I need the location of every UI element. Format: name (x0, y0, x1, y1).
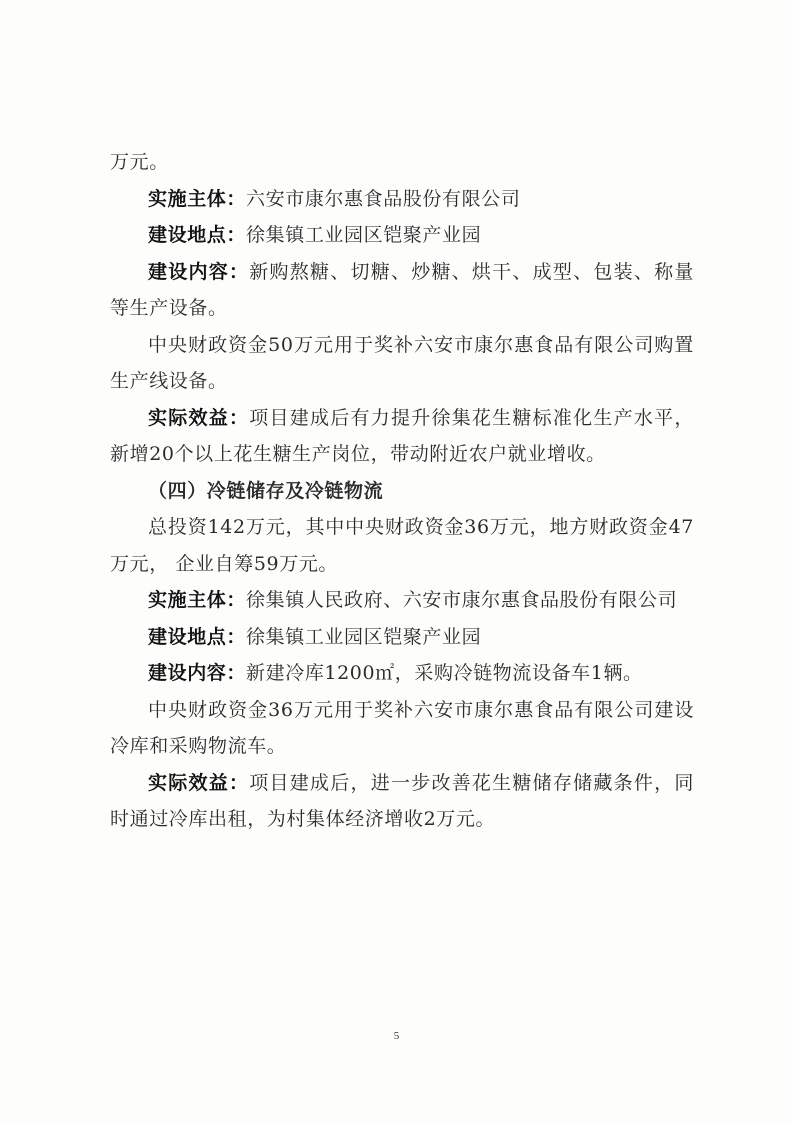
paragraph-text: 新购熬糖、切糖、炒糖、烘干、成型、包装、称量等生产设备。 (110, 260, 694, 319)
paragraph-implementer (110, 582, 694, 619)
paragraph-label: 实施主体： (148, 187, 247, 210)
paragraph-text: 新建冷库1200㎡，采购冷链物流设备车1辆。 (246, 662, 643, 684)
paragraph-label: 建设地点： (148, 625, 247, 648)
paragraph-content (110, 655, 694, 692)
paragraph-text: 项目建成后有力提升徐集花生糖标准化生产水平，新增20个以上花生糖生产岗位，带动附近农户就业增收。 (110, 406, 694, 465)
paragraph-text: 中央财政资金50万元用于奖补六安市康尔惠食品有限公司购置生产线设备。 (110, 333, 694, 392)
paragraph-label: 实施主体： (148, 589, 247, 611)
paragraph-location (110, 217, 694, 254)
paragraph-text: 六安市康尔惠食品股份有限公司 (246, 187, 521, 210)
paragraph-content (110, 254, 694, 327)
paragraph-text: 徐集镇工业园区铠聚产业园 (246, 625, 482, 648)
paragraph-text: 徐集镇人民政府、六安市康尔惠食品股份有限公司 (246, 589, 678, 611)
paragraph-text: 总投资142万元，其中中央财政资金36万元，地方财政资金47万元， 企业自筹59万元。 (110, 516, 694, 575)
paragraph-text: 中央财政资金36万元用于奖补六安市康尔惠食品有限公司建设冷库和采购物流车。 (110, 698, 694, 757)
paragraph-location (110, 619, 694, 656)
paragraph-continuation (110, 144, 694, 181)
paragraph-text: 徐集镇工业园区铠聚产业园 (246, 224, 482, 246)
paragraph-funding (110, 327, 694, 400)
paragraph-label: 实际效益： (148, 771, 250, 794)
paragraph-benefit (110, 400, 694, 473)
paragraph-label: 实际效益： (148, 406, 250, 429)
page-number: 5 (393, 1030, 400, 1042)
paragraph-benefit (110, 765, 694, 838)
paragraph-funding (110, 692, 694, 765)
section-heading (110, 473, 694, 510)
paragraph-label: 建设内容： (148, 260, 250, 283)
paragraph-text: 万元。 (110, 151, 169, 173)
paragraph-text: 项目建成后，进一步改善花生糖储存储藏条件，同时通过冷库出租，为村集体经济增收2万元。 (110, 771, 694, 830)
document-body (110, 144, 694, 838)
paragraph-label: 建设内容： (148, 662, 247, 684)
section-heading-text: （四）冷链储存及冷链物流 (148, 479, 384, 502)
paragraph-label: 建设地点： (148, 224, 247, 246)
paragraph-implementer (110, 181, 694, 218)
paragraph-investment (110, 509, 694, 582)
